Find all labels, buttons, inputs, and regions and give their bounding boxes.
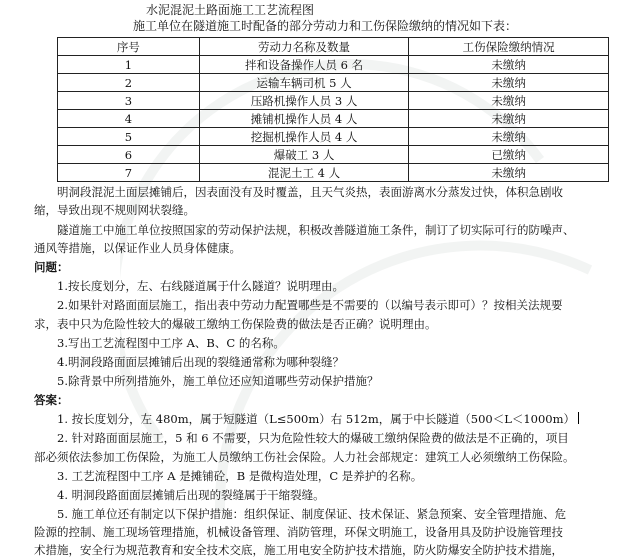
cell-labor: 混泥土工 4 人 (199, 164, 409, 182)
answer-item: 术措施，安全行为规范教育和安全技术交底，施工用电安全防护技术措施，防火防爆安全防护技术措施， (34, 543, 563, 557)
table-row (58, 128, 609, 146)
table-row (58, 92, 609, 110)
answer-item: 部必须依法参加工伤保险，为施工人员缴纳工伤社会保险。人力社会部规定：建筑工人必须缴纳工伤保险。 (34, 450, 575, 464)
background-text-line: 缩，导致出现不规则网状裂缝。 (34, 203, 195, 217)
table-row (58, 164, 609, 182)
cell-index: 2 (58, 74, 200, 92)
table-row (58, 146, 609, 164)
background-text-line: 明洞段混泥土面层摊铺后，因表面没有及时覆盖，且天气炎热，表面游离水分蒸发过快，体积急剧收 (57, 185, 563, 199)
answer-text: 1. 按长度划分，左 480m，属于短隧道（L≤500m）右 512m，属于中长隧道（500＜L＜1000m） (57, 412, 576, 426)
table-row (58, 110, 609, 128)
header-labor: 劳动力名称及数量 (199, 38, 409, 56)
answers-heading: 答案： (34, 393, 69, 407)
answer-item: 3. 工艺流程图中工序 A 是摊铺砼，B 是微构造处理，C 是养护的名称。 (57, 469, 423, 483)
questions-heading: 问题： (34, 260, 69, 274)
cell-index: 3 (58, 92, 200, 110)
cell-insurance: 未缴纳 (409, 164, 609, 182)
header-insurance: 工伤保险缴纳情况 (409, 38, 609, 56)
cell-insurance: 未缴纳 (409, 74, 609, 92)
cell-labor: 拌和设备操作人员 6 名 (199, 56, 409, 74)
question-item: 5.除背景中所列措施外，施工单位还应知道哪些劳动保护措施？ (57, 374, 379, 388)
text-cursor (578, 412, 579, 424)
cell-labor: 运输车辆司机 5 人 (199, 74, 409, 92)
cell-insurance: 未缴纳 (409, 92, 609, 110)
answer-item: 险源的控制、施工现场管理措施，机械设备管理、消防管理，环保文明施工，设备用具及防护设施管理技 (34, 525, 563, 539)
cell-labor: 摊铺机操作人员 4 人 (199, 110, 409, 128)
answer-item (57, 411, 579, 427)
table-caption: 施工单位在隧道施工时配备的部分劳动力和工伤保险缴纳的情况如下表： (133, 19, 518, 33)
answer-item: 5. 施工单位还有制定以下保护措施：组织保证、制度保证、技术保证、紧急预案、安全管理措施、危 (57, 507, 567, 521)
answer-item: 4. 明洞段路面面层摊铺后出现的裂缝属于干缩裂缝。 (57, 488, 325, 502)
question-item: 1.按长度划分，左、右线隧道属于什么隧道？说明理由。 (57, 279, 344, 293)
table-row (58, 74, 609, 92)
cell-insurance: 已缴纳 (409, 146, 609, 164)
background-text-line: 通风等措施，以保证作业人员身体健康。 (34, 241, 241, 255)
cell-labor: 压路机操作人员 3 人 (199, 92, 409, 110)
question-item: 求，表中只为危险性较大的爆破工缴纳工伤保险费的做法是否正确？说明理由。 (34, 317, 437, 331)
cell-insurance: 未缴纳 (409, 110, 609, 128)
background-text-line: 隧道施工中施工单位按照国家的劳动保护法规，积极改善隧道施工条件，制订了切实际可行的防噪声、 (57, 223, 575, 237)
question-item: 4.明洞段路面面层摊铺后出现的裂缝通常称为哪种裂缝？ (57, 355, 344, 369)
cell-index: 1 (58, 56, 200, 74)
cell-index: 6 (58, 146, 200, 164)
cell-index: 5 (58, 128, 200, 146)
cell-insurance: 未缴纳 (409, 56, 609, 74)
header-index: 序号 (58, 38, 200, 56)
cell-labor: 挖掘机操作人员 4 人 (199, 128, 409, 146)
document-title: 水泥混泥土路面施工工艺流程图 (146, 3, 315, 17)
answer-item: 2. 针对路面面层施工，5 和 6 不需要，只为危险性较大的爆破工缴纳保险费的做法是不正确的，项目 (57, 431, 569, 445)
question-item: 3.写出工艺流程图中工序 A、B、C 的名称。 (57, 336, 285, 350)
cell-index: 4 (58, 110, 200, 128)
cell-index: 7 (58, 164, 200, 182)
cell-insurance: 未缴纳 (409, 128, 609, 146)
table-header-row (58, 38, 609, 56)
cell-labor: 爆破工 3 人 (199, 146, 409, 164)
question-item: 2.如果针对路面面层施工，指出表中劳动力配置哪些是不需要的（以编号表示即可）？按相关法规要 (57, 298, 563, 312)
labor-insurance-table (57, 37, 609, 182)
table-row (58, 56, 609, 74)
